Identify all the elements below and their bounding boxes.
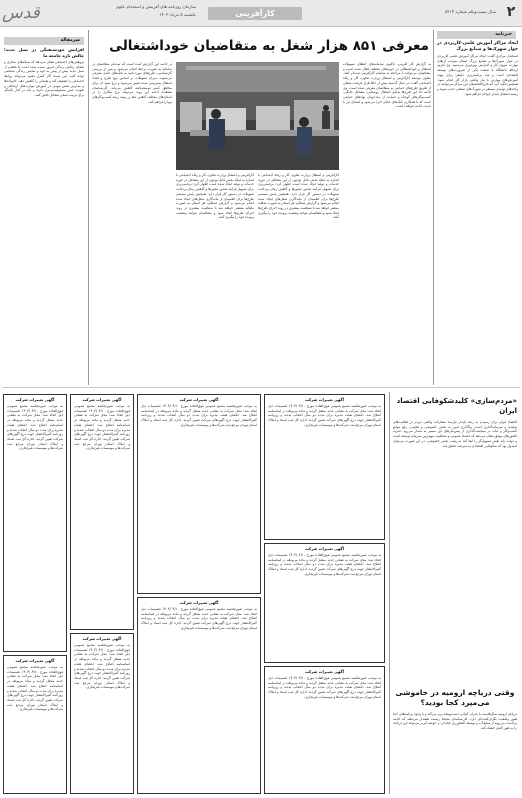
tagline: سازمان روزنامه های آفرینش و استخدام علوم bbox=[116, 4, 196, 9]
left-column-body: پژوهش‌های اجتماعی نشان می‌دهد که شبکه‌های مجازی و فضای رقابتی زندگی امروز سبب شده است تا بخشی از نسل جدید بیش از پیش به خود و نمایش زندگی شخصی توجه کنند. این پدیده اگر کنترل نشود می‌تواند روابط اجتماعی را تضعیف کند و همدلی را کاهش دهد. خانواده‌ها و مدارس نقش مهمی در آموزش مهارت‌های ارتباطی و تقویت حس مسئولیت‌پذیری دارند و باید در کنار یکدیگر برای تربیت نسلی متعادل تلاش کنند. bbox=[4, 60, 84, 97]
main-body-far-left: در ادامه این گزارش آمده است که ثبت‌نام متقاضیان در سامانه به صورت برخط انجام می‌شود و پس از بررسی کارشناسی، طرح‌های مورد تایید به بانک‌های عامل معرفی می‌شوند. میزان تسهیلات بر اساس نوع طرح و تعداد اشتغال پیش‌بینی شده تعیین می‌شود و نرخ سود آن برای مناطق کمتر توسعه‌یافته کاهش می‌یابد. کارشناسان معتقدند ادامه این روند می‌تواند نرخ بیکاری را در استان‌های مختلف کاهش دهد و زمینه رشد کسب‌وکارهای نوپا را فراهم کند. bbox=[92, 62, 172, 104]
column-divider bbox=[389, 392, 390, 794]
notice-title: آگهی تغییرات شرکت bbox=[82, 397, 122, 402]
main-headline: معرفی ۸۵۱ هزار شغل به متقاضیان خوداشتغالی bbox=[109, 38, 429, 54]
page-number: ۲ bbox=[506, 4, 516, 20]
legal-notice bbox=[3, 394, 67, 652]
legal-notice bbox=[264, 394, 385, 540]
left-column-label: سرمقاله bbox=[4, 37, 84, 45]
main-body-right: به گزارش کار آفرینی، تاکنون سامانه‌های اعطای تسهیلات اشتغال و خوداشتغالی در حوزه‌های مختلف فعال شده است و متقاضیان می‌توانند با مراجعه به سامانه کارآفرینی ثبت‌نام کنند. معاون توسعه کارآفرینی و اشتغال وزارت تعاون، کار و رفاه اجتماعی گفت: در سال گذشته بیش از ۸۵۱ هزار فرصت شغلی از طریق طرح‌های حمایتی به متقاضیان معرفی شده است. وی ادامه داد این طرح‌ها شامل اشتغال روستایی، مشاغل خانگی، کسب‌وکارهای کوچک و حمایت از مددجویان نهادهای حمایتی است که با همکاری بانک‌های عامل اجرا می‌شود و امسال نیز با جدیت ادامه خواهد داشت. bbox=[343, 62, 431, 109]
legal-notice bbox=[137, 394, 261, 594]
main-body-mid: کارآفرینی و اشتغال وزارت تعاون، کار و رفاه اجتماعی با اشاره به اینکه بخش قابل توجهی از این مشاغل در حوزه خدمات و تولید ایجاد شده است اظهار کرد: برنامه‌ریزی برای تسهیل فرآیند صدور مجوزها و کاهش زمان پرداخت تسهیلات در دستور کار قرار دارد. همچنین پایش مستمر طرح‌ها برای اطمینان از ماندگاری شغل‌های ایجاد شده انجام می‌شود و گزارش عملکرد هر استان به صورت ماهانه منتشر خواهد شد تا شفافیت بیشتری در روند اجرای طرح‌ها ایجاد شود و متقاضیان بتوانند وضعیت پرونده خود را پیگیری کنند. bbox=[258, 173, 339, 220]
notice-title: آگهی تغییرات شرکت bbox=[179, 600, 219, 605]
article-3-body: دریاچه ارومیه سال‌هاست با بحران کم‌آبی دست‌وپنجه نرم می‌کند و با وجود برنامه‌های احیا هنوز وضعیت نگران‌کننده‌ای دارد. کارشناسان محیط زیست هشدار می‌دهند که ادامه برداشت بی‌رویه از منابع آب و توسعه کشاورزی ناپایدار در حوضه آبریز می‌تواند این دریاچه را به طور کامل خشک کند. bbox=[393, 712, 517, 731]
legal-notice bbox=[264, 666, 385, 794]
notice-body: به موجب صورتجلسه مجمع عمومی فوق‌العاده مورخ ۱۴۰۳/۰۴/۱۰ تصمیمات ذیل اتخاذ شد: محل شرکت به نشانی جدید منتقل گردید و ماده مربوطه در اساسنامه اصلاح شد. اعضای هیئت مدیره برای مدت دو سال انتخاب شدند و روزنامه کثیرالانتشار جهت درج آگهی‌های شرکت تعیین گردید. اداره کل ثبت اسناد و املاک استان تهران مرجع ثبت شرکت‌ها و موسسات غیرتجاری. bbox=[268, 676, 381, 699]
notice-title: آگهی تغییرات شرکت bbox=[305, 546, 344, 551]
right-column-body: استاندار مرکزی گفت: ایجاد مراکز آموزش علمی کاربردی در جوار شهرک‌ها و صنایع بزرگ استان موجب ارتقای مهارت نیروی کار و افزایش بهره‌وری می‌شود. وی افزود ارتباط دانشگاه با صنعت یکی از ضرورت‌های توسعه اقتصادی است و باید برنامه‌ریزی دقیقی برای پیوند آموزش‌های مهارتی با نیاز واقعی بازار کار انجام شود. همچنین تاکید کرد که فارغ‌التحصیلان این مراکز می‌توانند در واحدهای تولیدی مستقر در شهرک‌های صنعتی جذب شوند و زمینه اشتغال پایدار جوانان فراهم شود. bbox=[437, 54, 518, 96]
notice-title: آگهی تغییرات شرکت bbox=[305, 397, 344, 402]
section-title: کارآفرینی bbox=[208, 7, 302, 20]
notice-body: به موجب صورتجلسه مجمع عمومی فوق‌العاده مورخ ۱۴۰۳/۰۴/۱۰ تصمیمات ذیل اتخاذ شد: محل شرکت به نشانی جدید منتقل گردید و ماده مربوطه در اساسنامه اصلاح شد. اعضای هیئت مدیره برای مدت دو سال انتخاب شدند و روزنامه کثیرالانتشار جهت درج آگهی‌های شرکت تعیین گردید. اداره کل ثبت اسناد و املاک استان تهران مرجع ثبت شرکت‌ها و موسسات غیرتجاری. bbox=[141, 404, 257, 427]
factory-photo bbox=[176, 62, 339, 170]
legal-notice bbox=[137, 597, 261, 794]
notice-body: به موجب صورتجلسه مجمع عمومی فوق‌العاده مورخ ۱۴۰۳/۰۴/۱۰ تصمیمات ذیل اتخاذ شد: محل شرکت به نشانی جدید منتقل گردید و ماده مربوطه در اساسنامه اصلاح شد. اعضای هیئت مدیره برای مدت دو سال انتخاب شدند و روزنامه کثیرالانتشار جهت درج آگهی‌های شرکت تعیین گردید. اداره کل ثبت اسناد و املاک استان تهران مرجع ثبت شرکت‌ها و موسسات غیرتجاری. bbox=[268, 553, 381, 576]
factory-workers-image bbox=[176, 62, 339, 170]
notice-body: به موجب صورتجلسه مجمع عمومی فوق‌العاده مورخ ۱۴۰۳/۰۴/۱۰ تصمیمات ذیل اتخاذ شد: محل شرکت به نشانی جدید منتقل گردید و ماده مربوطه در اساسنامه اصلاح شد. اعضای هیئت مدیره برای مدت دو سال انتخاب شدند و روزنامه کثیرالانتشار جهت درج آگهی‌های شرکت تعیین گردید. اداره کل ثبت اسناد و املاک استان تهران مرجع ثبت شرکت‌ها و موسسات غیرتجاری. bbox=[141, 607, 257, 630]
right-column-label: خبرنامه bbox=[437, 31, 516, 39]
legal-notice bbox=[70, 394, 134, 630]
article-2-body: اقتصاد ایران برای رسیدن به رشد پایدار نیازمند مشارکت واقعی مردم در فعالیت‌های تولیدی و سرمایه‌گذاری است. واگذاری امور به بخش خصوصی و تعاونی، رفع موانع کسب‌وکار و ثبات در سیاست‌گذاری از پیش‌نیازهای این مسیر به شمار می‌رود. تجربه کشورهای موفق نشان می‌دهد که اعتماد عمومی و شفافیت مهم‌ترین سرمایه توسعه است و دولت باید نقش تسهیل‌گر را ایفا کند نه رقیب بخش خصوصی. در این صورت می‌توان امیدوار بود که شکوفایی اقتصادی به سرعت تحقق یابد. bbox=[393, 420, 517, 448]
column-divider bbox=[88, 30, 89, 385]
notice-body: به موجب صورتجلسه مجمع عمومی فوق‌العاده مورخ ۱۴۰۳/۰۴/۱۰ تصمیمات ذیل اتخاذ شد: محل شرکت به نشانی جدید منتقل گردید و ماده مربوطه در اساسنامه اصلاح شد. اعضای هیئت مدیره برای مدت دو سال انتخاب شدند و روزنامه کثیرالانتشار جهت درج آگهی‌های شرکت تعیین گردید. اداره کل ثبت اسناد و املاک استان تهران مرجع ثبت شرکت‌ها و موسسات غیرتجاری. bbox=[74, 404, 130, 451]
legal-notice bbox=[264, 543, 385, 663]
notice-title: آگهی تغییرات شرکت bbox=[15, 397, 55, 402]
main-body-left: کارآفرینی و اشتغال وزارت تعاون، کار و رفاه اجتماعی با اشاره به اینکه بخش قابل توجهی از این مشاغل در حوزه خدمات و تولید ایجاد شده است اظهار کرد: برنامه‌ریزی برای تسهیل فرآیند صدور مجوزها و کاهش زمان پرداخت تسهیلات در دستور کار قرار دارد. همچنین پایش مستمر طرح‌ها برای اطمینان از ماندگاری شغل‌های ایجاد شده انجام می‌شود و گزارش عملکرد هر استان به صورت ماهانه منتشر خواهد شد تا شفافیت بیشتری در روند اجرای طرح‌ها ایجاد شود و متقاضیان بتوانند وضعیت پرونده خود را پیگیری کنند. bbox=[176, 173, 254, 220]
article-2-title: «مردم‌سازی» کلیدشکوفایی اقتصاد ایران bbox=[396, 397, 517, 415]
right-column-headline: ایجاد مراکز آموزش علمی-کاربردی در جوار شهرک‌ها و صنایع بزرگ bbox=[437, 41, 518, 52]
left-column-headline: افزایش خودشیفتگی در نسل جدید؛ چالش تازه جامعه ما bbox=[4, 47, 84, 58]
article-3-title: وقتی دریاچه ارومیه در خاموشی می‌میرد کجا بودید؟ bbox=[395, 688, 515, 707]
notice-title: آگهی تغییرات شرکت bbox=[15, 658, 55, 663]
column-divider bbox=[433, 30, 434, 385]
notice-body: به موجب صورتجلسه مجمع عمومی فوق‌العاده مورخ ۱۴۰۳/۰۴/۱۰ تصمیمات ذیل اتخاذ شد: محل شرکت به نشانی جدید منتقل گردید و ماده مربوطه در اساسنامه اصلاح شد. اعضای هیئت مدیره برای مدت دو سال انتخاب شدند و روزنامه کثیرالانتشار جهت درج آگهی‌های شرکت تعیین گردید. اداره کل ثبت اسناد و املاک استان تهران مرجع ثبت شرکت‌ها و موسسات غیرتجاری. bbox=[7, 665, 63, 712]
notice-body: به موجب صورتجلسه مجمع عمومی فوق‌العاده مورخ ۱۴۰۳/۰۴/۱۰ تصمیمات ذیل اتخاذ شد: محل شرکت به نشانی جدید منتقل گردید و ماده مربوطه در اساسنامه اصلاح شد. اعضای هیئت مدیره برای مدت دو سال انتخاب شدند و روزنامه کثیرالانتشار جهت درج آگهی‌های شرکت تعیین گردید. اداره کل ثبت اسناد و املاک استان تهران مرجع ثبت شرکت‌ها و موسسات غیرتجاری. bbox=[7, 404, 63, 451]
notice-title: آگهی تغییرات شرکت bbox=[179, 397, 219, 402]
legal-notice bbox=[3, 655, 67, 794]
legal-notice bbox=[70, 633, 134, 794]
notice-title: آگهی تغییرات شرکت bbox=[82, 636, 122, 641]
notice-title: آگهی تغییرات شرکت bbox=[305, 669, 344, 674]
notice-body: به موجب صورتجلسه مجمع عمومی فوق‌العاده مورخ ۱۴۰۳/۰۴/۱۰ تصمیمات ذیل اتخاذ شد: محل شرکت به نشانی جدید منتقل گردید و ماده مربوطه در اساسنامه اصلاح شد. اعضای هیئت مدیره برای مدت دو سال انتخاب شدند و روزنامه کثیرالانتشار جهت درج آگهی‌های شرکت تعیین گردید. اداره کل ثبت اسناد و املاک استان تهران مرجع ثبت شرکت‌ها و موسسات غیرتجاری. bbox=[74, 643, 130, 690]
issue-line: سال بیست‌ویکم شماره ۵۲۱۴ bbox=[445, 9, 496, 14]
newspaper-logo: قدس bbox=[2, 3, 40, 23]
horizontal-divider bbox=[2, 387, 520, 388]
date-line: یکشنبه ۵ مرداد ۱۴۰۳ bbox=[159, 12, 196, 17]
notice-body: به موجب صورتجلسه مجمع عمومی فوق‌العاده مورخ ۱۴۰۳/۰۴/۱۰ تصمیمات ذیل اتخاذ شد: محل شرکت به نشانی جدید منتقل گردید و ماده مربوطه در اساسنامه اصلاح شد. اعضای هیئت مدیره برای مدت دو سال انتخاب شدند و روزنامه کثیرالانتشار جهت درج آگهی‌های شرکت تعیین گردید. اداره کل ثبت اسناد و املاک استان تهران مرجع ثبت شرکت‌ها و موسسات غیرتجاری. bbox=[268, 404, 381, 427]
